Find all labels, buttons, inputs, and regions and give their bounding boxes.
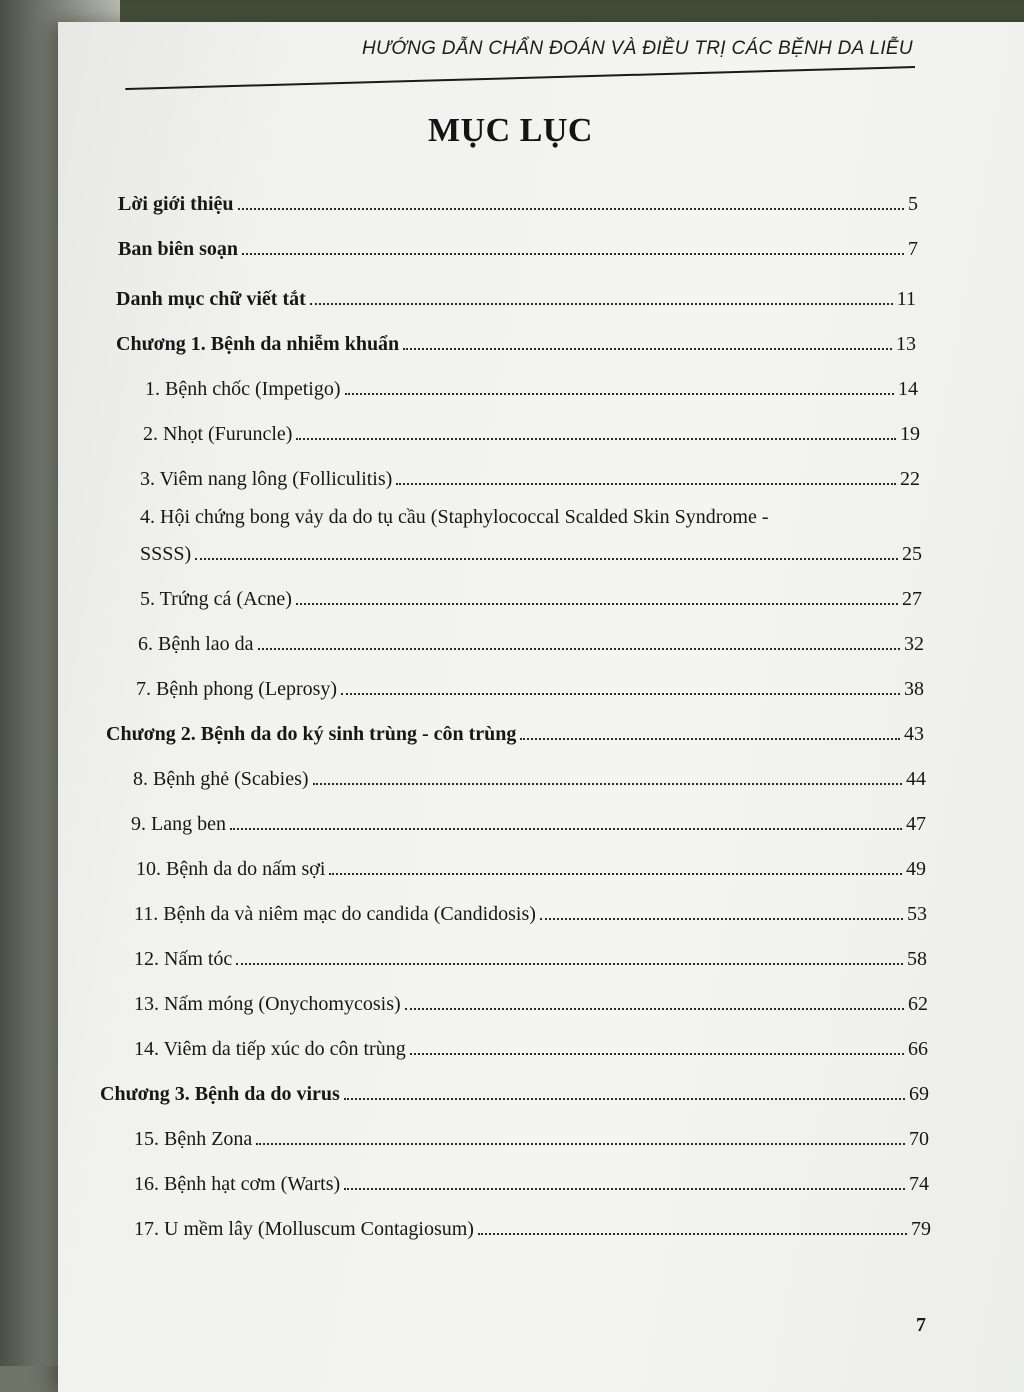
toc-entry-title: Danh mục chữ viết tắt [116,288,306,310]
dot-leader [236,963,903,965]
dot-leader [242,253,904,255]
toc-entry-title: 9. Lang ben [131,813,226,835]
toc-entry-title: 6. Bệnh lao da [138,633,254,655]
toc-entry-title: 15. Bệnh Zona [134,1128,253,1150]
toc-entry-title: 8. Bệnh ghẻ (Scabies) [133,768,309,790]
dot-leader [344,1098,905,1100]
toc-page-number: 7 [908,238,918,260]
toc-entry [134,1121,929,1151]
toc-page-number: 14 [898,378,918,400]
toc-page-number: 25 [902,543,922,565]
toc-entry-title: 10. Bệnh da do nấm sợi [136,858,326,880]
toc-entry-title: 14. Viêm da tiếp xúc do côn trùng [134,1038,406,1060]
toc-entry-title: 12. Nấm tóc [134,948,233,970]
toc-entry [145,371,918,401]
toc-entry-title: 13. Nấm móng (Onychomycosis) [134,993,401,1015]
dot-leader [396,483,896,485]
toc-page-number: 62 [908,993,928,1015]
dot-leader [313,783,902,785]
toc-page-number: 66 [908,1038,928,1060]
toc-entry [100,1076,929,1106]
toc-entry [140,581,922,611]
toc-entry [136,671,924,701]
toc-entry-title: 11. Bệnh da và niêm mạc do candida (Candidosis) [134,903,536,925]
dot-leader [410,1053,904,1055]
toc-entry [106,716,924,746]
dot-leader [478,1233,907,1235]
toc-entry [134,986,928,1016]
dot-leader [405,1008,904,1010]
toc-entry [134,1031,928,1061]
toc-entry-title: Ban biên soạn [118,238,239,260]
page-number: 7 [916,1314,926,1336]
toc-entry [118,186,918,216]
toc-entry-title: Chương 3. Bệnh da do virus [100,1083,340,1105]
toc-entry [116,326,916,356]
toc-entry [133,761,926,791]
toc-page-number: 38 [904,678,924,700]
toc-entry [140,536,922,566]
running-header: HƯỚNG DẪN CHẨN ĐOÁN VÀ ĐIỀU TRỊ CÁC BỆNH DA LIỄU [362,38,913,59]
dot-leader [238,208,905,210]
toc-entry-title: Chương 2. Bệnh da do ký sinh trùng - côn trùng [106,723,517,745]
dot-leader [256,1143,905,1145]
toc-page-number: 70 [909,1128,929,1150]
toc-entry-title: 3. Viêm nang lông (Folliculitis) [140,468,393,490]
toc-entry-title: 5. Trứng cá (Acne) [140,588,292,610]
toc-page-number: 69 [909,1083,929,1105]
toc-entry-title: 7. Bệnh phong (Leprosy) [136,678,338,700]
toc-entry [134,896,927,926]
toc-entry-title: 17. U mềm lây (Molluscum Contagiosum) [134,1218,474,1240]
toc-page-number: 13 [896,333,916,355]
dot-leader [195,558,898,560]
dot-leader [403,348,892,350]
toc-page-number: 58 [907,948,927,970]
toc-entry [116,281,916,311]
toc-page-number: 74 [909,1173,929,1195]
toc-entry [134,1211,931,1241]
toc-entry-title: Chương 1. Bệnh da nhiễm khuẩn [116,333,400,355]
toc-entry [131,806,926,836]
toc-page-number: 19 [900,423,920,445]
dot-leader [329,873,902,875]
toc-page-number: 49 [906,858,926,880]
toc-entry [143,416,920,446]
dot-leader [296,603,898,605]
dot-leader [258,648,900,650]
toc-entry-title: 4. Hội chứng bong vảy da do tụ cầu (Staphylococcal Scalded Skin Syndrome - [140,506,769,528]
page-title: MỤC LỤC [428,112,593,149]
toc-page-number: 44 [906,768,926,790]
toc-entry-title: Lời giới thiệu [118,193,234,215]
dot-leader [540,918,903,920]
dot-leader [296,438,896,440]
toc-page-number: 5 [908,193,918,215]
dot-leader [230,828,902,830]
toc-entry [118,231,918,261]
dot-leader [344,1188,905,1190]
toc-page-number: 47 [906,813,926,835]
toc-page-number: 43 [904,723,924,745]
toc-entry-title: 2. Nhọt (Furuncle) [143,423,293,445]
toc-entry [140,461,920,491]
dot-leader [341,693,900,695]
toc-page-number: 11 [896,288,916,310]
toc-entry [134,1166,929,1196]
toc-entry [134,941,927,971]
toc-entry [136,851,926,881]
toc-entry [138,626,924,656]
toc-page-number: 53 [907,903,927,925]
dot-leader [345,393,895,395]
dot-leader [310,303,893,305]
toc-entry-title-continued: SSSS) [140,543,192,565]
toc-page-number: 79 [911,1218,931,1240]
toc-page-number: 27 [902,588,922,610]
toc-page-number: 32 [904,633,924,655]
toc-entry-title: 1. Bệnh chốc (Impetigo) [145,378,341,400]
dot-leader [520,738,900,740]
toc-page-number: 22 [900,468,920,490]
toc-entry-title: 16. Bệnh hạt cơm (Warts) [134,1173,341,1195]
